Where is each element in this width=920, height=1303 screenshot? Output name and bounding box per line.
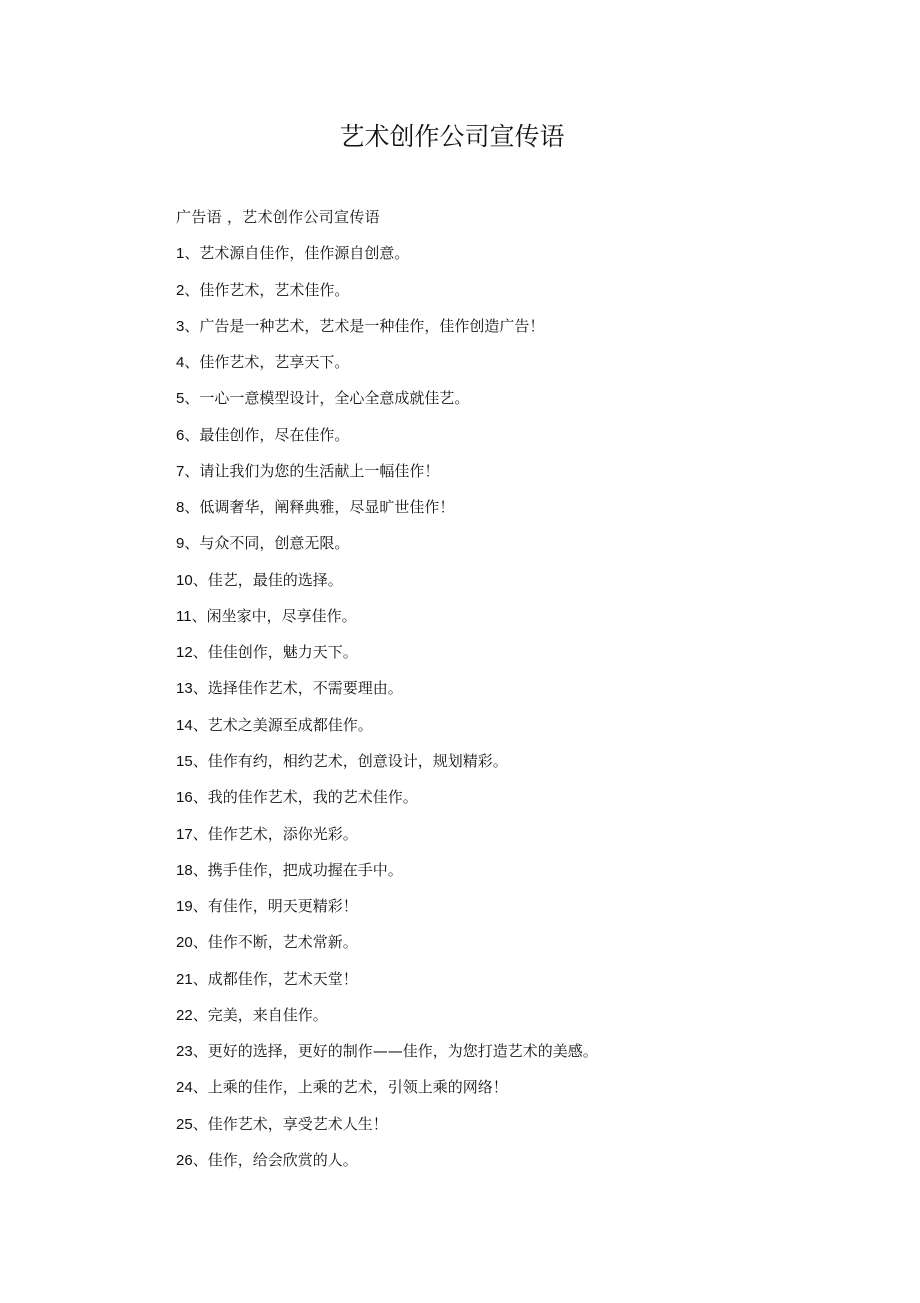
page-title: 艺术创作公司宣传语 <box>339 122 565 151</box>
item-number: 24 <box>176 1079 193 1097</box>
item-text: 、更好的选择，更好的制作——佳作，为您打造艺术的美感。 <box>192 1042 598 1061</box>
list-item <box>176 1033 866 1069</box>
list-item <box>176 634 866 670</box>
item-text: 、低调奢华，阐释典雅，尽显旷世佳作！ <box>184 498 455 517</box>
item-number: 4 <box>176 354 185 372</box>
item-number: 5 <box>176 390 185 408</box>
list-item <box>176 272 866 308</box>
list-item <box>176 453 866 489</box>
item-text: 、成都佳作，艺术天堂！ <box>192 969 358 988</box>
item-number: 26 <box>176 1151 193 1169</box>
item-number: 15 <box>176 752 193 770</box>
list-item <box>176 997 866 1033</box>
item-text: 、一心一意模型设计，全心全意成就佳艺。 <box>184 389 470 408</box>
item-text: 、佳艺，最佳的选择。 <box>192 570 343 589</box>
list-item <box>176 235 866 271</box>
item-number: 21 <box>176 970 193 988</box>
item-number: 3 <box>176 317 185 335</box>
item-number: 8 <box>176 499 185 517</box>
item-number: 2 <box>176 281 185 299</box>
list-item <box>176 308 866 344</box>
list-item <box>176 961 866 997</box>
subtitle: 广告语 ，艺术创作公司宣传语 <box>176 208 380 226</box>
list-item <box>176 779 866 815</box>
list-item <box>176 743 866 779</box>
item-text: 、携手佳作，把成功握在手中。 <box>192 860 403 879</box>
item-number: 11 <box>176 607 192 625</box>
list-item <box>176 888 866 924</box>
list-item <box>176 344 866 380</box>
item-text: 、佳作艺术，艺术佳作。 <box>184 280 350 299</box>
item-number: 17 <box>176 825 193 843</box>
item-text: 、闲坐家中，尽享佳作。 <box>191 606 357 625</box>
list-item <box>176 924 866 960</box>
item-text: 、佳佳创作，魅力天下。 <box>192 643 358 662</box>
item-text: 、与众不同，创意无限。 <box>184 534 350 553</box>
item-number: 9 <box>176 535 185 553</box>
list-item <box>176 1142 866 1178</box>
item-text: 、艺术源自佳作，佳作源自创意。 <box>184 244 410 263</box>
list-item <box>176 1106 866 1142</box>
item-number: 14 <box>176 716 193 734</box>
item-number: 23 <box>176 1043 193 1061</box>
list-item <box>176 816 866 852</box>
item-text: 、完美，来自佳作。 <box>192 1005 328 1024</box>
list-item <box>176 489 866 525</box>
item-number: 7 <box>176 462 185 480</box>
item-number: 12 <box>176 644 193 662</box>
item-text: 、选择佳作艺术，不需要理由。 <box>192 679 403 698</box>
item-number: 10 <box>176 571 193 589</box>
item-number: 1 <box>176 245 185 263</box>
item-text: 、佳作艺术，添你光彩。 <box>192 824 358 843</box>
item-number: 16 <box>176 789 193 807</box>
item-number: 19 <box>176 898 193 916</box>
item-number: 25 <box>176 1115 193 1133</box>
item-text: 、有佳作，明天更精彩！ <box>192 897 358 916</box>
item-text: 、上乘的佳作，上乘的艺术，引领上乘的网络！ <box>192 1078 508 1097</box>
item-number: 20 <box>176 934 193 952</box>
item-text: 、最佳创作，尽在佳作。 <box>184 425 350 444</box>
slogan-list <box>176 199 866 1178</box>
item-text: 、请让我们为您的生活献上一幅佳作！ <box>184 461 440 480</box>
list-item <box>176 707 866 743</box>
list-item <box>176 852 866 888</box>
list-item <box>176 670 866 706</box>
item-text: 、佳作艺术，艺享天下。 <box>184 353 350 372</box>
list-item <box>176 1069 866 1105</box>
list-item <box>176 380 866 416</box>
item-text: 、艺术之美源至成都佳作。 <box>192 715 373 734</box>
item-text: 、佳作艺术，享受艺术人生！ <box>192 1114 388 1133</box>
item-number: 13 <box>176 680 193 698</box>
item-text: 、我的佳作艺术，我的艺术佳作。 <box>192 788 418 807</box>
item-text: 、佳作不断，艺术常新。 <box>192 933 358 952</box>
list-item <box>176 525 866 561</box>
item-number: 6 <box>176 426 185 444</box>
item-number: 18 <box>176 861 193 879</box>
list-item <box>176 598 866 634</box>
item-text: 、佳作有约，相约艺术，创意设计，规划精彩。 <box>192 751 508 770</box>
item-number: 22 <box>176 1006 193 1024</box>
list-item <box>176 562 866 598</box>
item-text: 、广告是一种艺术，艺术是一种佳作，佳作创造广告！ <box>184 316 545 335</box>
item-text: 、佳作，给会欣赏的人。 <box>192 1150 358 1169</box>
list-item <box>176 417 866 453</box>
